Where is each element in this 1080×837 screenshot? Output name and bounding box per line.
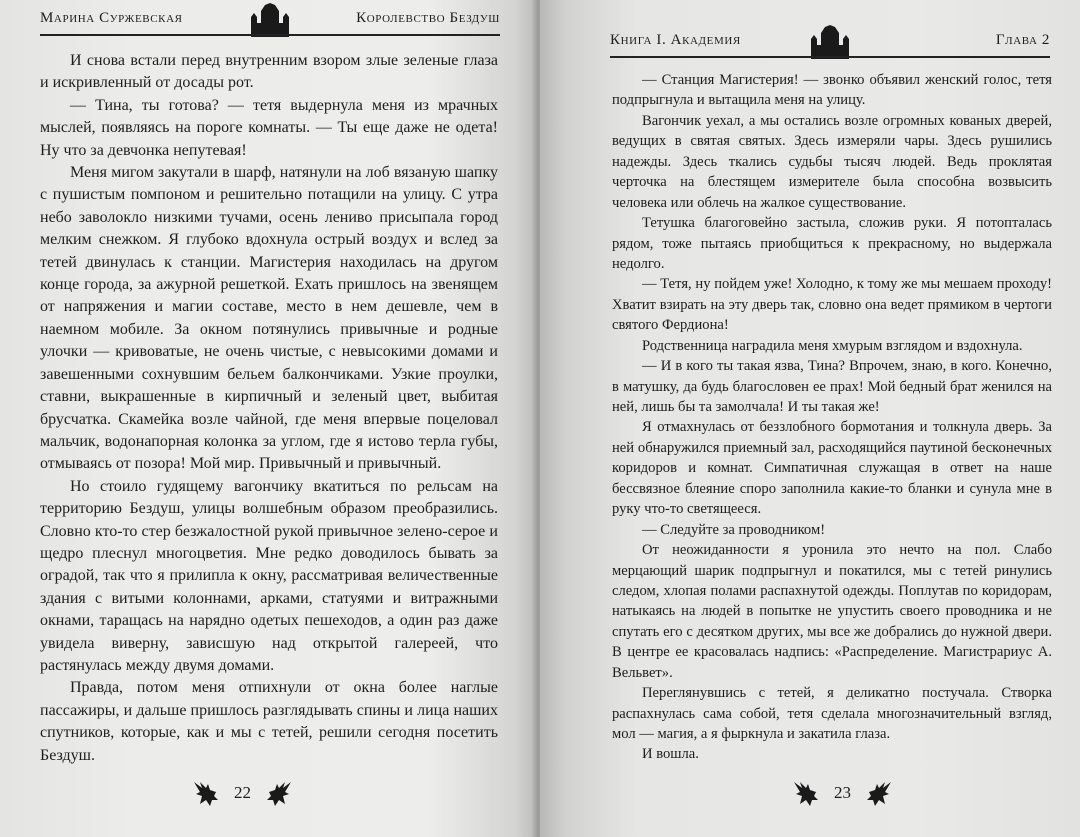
page-body-text [612, 70, 1052, 765]
paragraph: И вошла. [642, 746, 699, 763]
header-chapter: Глава 2 [995, 32, 1050, 48]
running-header [610, 30, 1050, 58]
page-number: 22 [234, 783, 251, 802]
right-page [540, 0, 1080, 837]
paragraph: Правда, потом меня отпихнули от окна более наглые пассажиры, и дальше пришлось разглядывать спины и лица наших спутников, которые, как и мы с тетей, решили сегодня посетить Бездуш. [40, 679, 498, 764]
paragraph: — Тетя, ну пойдем уже! Холодно, к тому же мы мешаем проходу! Хватит взирать на эту дверь так, словно она ведет прямиком в чертоги святого Фердиона! [612, 276, 1052, 334]
griffin-icon [859, 778, 893, 808]
paragraph: Переглянувшись с тетей, я деликатно постучала. Створка распахнулась сама собой, тетя сделала многозначительный взгляд, мол — магия, а я фыркнула и закатила глаза. [612, 685, 1052, 742]
page-footer [192, 778, 293, 808]
castle-icon [247, 3, 293, 37]
griffin-icon [192, 778, 226, 808]
page-body-text [40, 50, 498, 767]
paragraph: Тетушка благоговейно застыла, сложив руки. Я потопталась рядом, тоже пытаясь приобщиться к прекрасному, но выдержала недолго. [612, 215, 1052, 272]
left-page [0, 0, 536, 837]
paragraph: Но стоило гудящему вагончику вкатиться по рельсам на территорию Бездуш, улицы волшебным образом преобразились. Словно кто-то стер безжалостной рукой привычное зелено-серое и щедро плеснул многоцветия. Мне редко доводилось бывать за оградой, так что я прилипла к окну, рассматривая величественные здания с витыми колоннами, арками, статуями и витражными окнами, таращась на нарядно одетых пешеходов, а один раз даже увидела виверну, зависшую над открытой галереей, что растянулась между двумя домами. [40, 477, 498, 674]
running-header [40, 8, 500, 36]
paragraph: Меня мигом закутали в шарф, натянули на лоб вязаную шапку с пушистым помпоном и решительно потащили на улицу. С утра небо заволокло низкими тучами, осень лениво присыпала город мелким снежком. Я глубоко вдохнула острый воздух и вслед за тетей двинулась к станции. Магистерия находилась на другом конце города, за ажурной решеткой. Ехать пришлось на звенящем от напряжения и магии составе, место в нем дешевле, чем в наемном мобиле. За окном потянулись привычные и родные улочки — кривоватые, не очень чистые, с невысокими домами и завешенными сохнувшим бельем балкончиками. Узкие проулки, ставни, выкрашенные в кирпичный и зеленый цвет, выбитая брусчатка. Скамейка возле чайной, где меня впервые поцеловал мальчик, водонапорная колонка за углом, где я истово терла губы, отмываясь от позора! Мой мир. Привычный и привычный. [40, 164, 498, 473]
header-rule [610, 56, 1050, 58]
header-book-part: Книга I. Академия [610, 32, 741, 48]
paragraph: Родственница наградила меня хмурым взглядом и вздохнула. [642, 337, 1023, 354]
page-footer [792, 778, 893, 808]
castle-icon [807, 25, 853, 59]
paragraph: Вагончик уехал, а мы остались возле огромных кованых дверей, ведущих в святая святых. Здесь измеряли чары. Здесь рушились надежды. Здесь ткались судьбы тысяч людей. Ведь проклятая черточка на блестящем измерителе была способна возвысить человека или облечь на жалкое существование. [612, 112, 1052, 211]
paragraph: И снова встали перед внутренним взором злые зеленые глаза и искривленный от досады рот. [40, 52, 498, 92]
paragraph: — Следуйте за проводником! [642, 521, 826, 538]
paragraph: Я отмахнулась от беззлобного бормотания и толкнула дверь. За ней обнаружился приемный зал, расходящийся паутиной бесконечных коридоров и комнат. Симпатичная служащая в ответ на наше бессвязное блеяние споро заполнила какие-то бланки и сунула мне в руку что-то светящееся. [612, 419, 1052, 518]
header-rule [40, 34, 500, 36]
paragraph: — И в кого ты такая язва, Тина? Впрочем, знаю, в кого. Конечно, в матушку, да будь благословен ее прах! Мой бедный брат женился на ней, лишь бы та замолчала! И ты такая же! [612, 358, 1052, 415]
griffin-icon [792, 778, 826, 808]
page-number: 23 [834, 783, 851, 802]
paragraph: — Тина, ты готова? — тетя выдернула меня из мрачных мыслей, появляясь на пороге комнаты. — Ты еще даже не одета! Ну что за девчонка непутевая! [40, 96, 498, 159]
paragraph: — Станция Магистерия! — звонко объявил женский голос, тетя подпрыгнула и вытащила меня на улицу. [612, 72, 1052, 109]
paragraph: От неожиданности я уронила это нечто на пол. Слабо мерцающий шарик подпрыгнул и покатился, мы с тетей ринулись следом, хлопая полами распахнутой одежды. Поплутав по коридорам, натыкаясь на людей в попытке не упустить своего проводника и не спутать его с десятком других, мы все же добрались до нужной двери. В центре ее красовалась надпись: «Распределение. Магистрариус А. Вельвет». [612, 542, 1052, 681]
header-author: Марина Суржевская [40, 10, 183, 26]
griffin-icon [259, 778, 293, 808]
header-book-title: Королевство Бездуш [356, 10, 500, 26]
